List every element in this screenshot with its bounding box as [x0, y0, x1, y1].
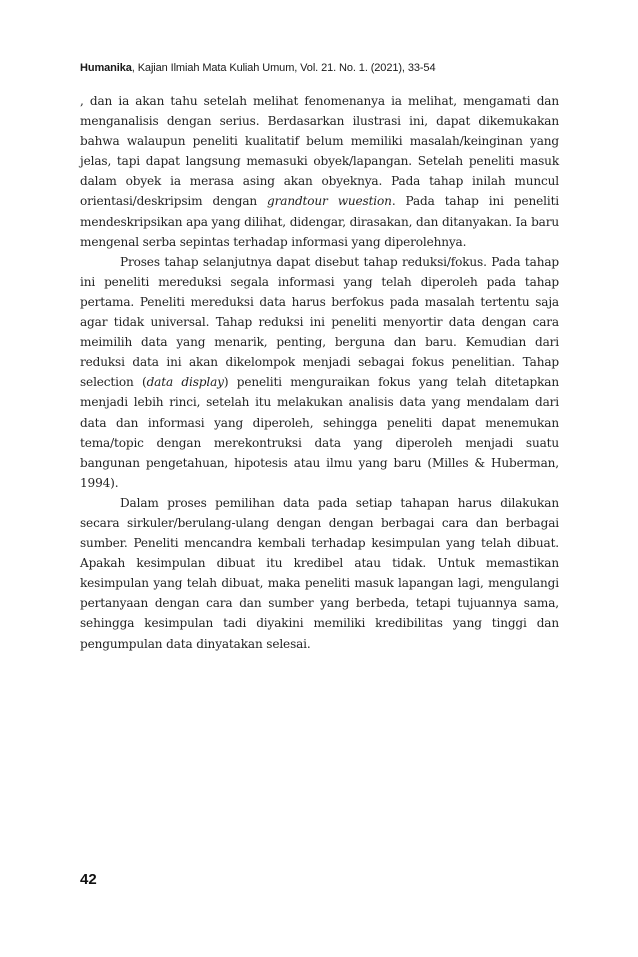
paragraph-2	[80, 252, 559, 493]
paragraph-3-text: Dalam proses pemilihan data pada setiap tahapan harus dilakukan secara sirkuler/berulang-ulang dengan dengan berbagai cara dan berbagai sumber. Peneliti mencandra kembali terhadap kesimpulan yang telah dibuat. Apakah kesimpulan dibuat itu kredibel atau tidak. Untuk memastikan kesimpulan yang telah dibuat, maka peneliti masuk lapangan lagi, mengulangi pertanyaan dengan cara dan sumber yang berbeda, tetapi tujuannya sama, sehingga kesimpulan tadi diyakini memiliki kredibilitas yang tinggi dan pengumpulan data dinyatakan selesai.	[80, 495, 559, 651]
paragraph-1-text-b: . Pada tahap ini peneliti mendeskripsikan apa yang dilihat, didengar, dirasakan, dan ditanyakan. Ia baru mengenal serba sepintas terhadap informasi yang diperolehnya.	[80, 194, 560, 249]
paragraph-1-text-a: , dan ia akan tahu setelah melihat fenomenanya ia melihat, mengamati dan menganalisis dengan serius. Berdasarkan ilustrasi ini, dapat dikemukakan bahwa walaupun peneliti kualitatif belum memiliki masalah/keinginan yang jelas, tapi dapat langsung memasuki obyek/lapangan. Setelah peneliti masuk dalam obyek ia merasa asing akan obyeknya. Pada tahap inilah muncul orientasi/deskripsim dengan	[80, 94, 559, 209]
paragraph-1	[80, 91, 559, 252]
paragraph-2-italic-term: data display	[146, 375, 224, 390]
journal-name: Humanika	[80, 62, 132, 74]
article-body	[80, 91, 559, 654]
paragraph-2-text-b: ) peneliti menguraikan fokus yang telah ditetapkan menjadi lebih rinci, setelah itu melakukan analisis data yang mendalam dari data dan informasi yang diperoleh, sehingga peneliti dapat menemukan tema/topic dengan merekontruksi data yang diperoleh menjadi suatu bangunan pengetahuan, hipotesis atau ilmu yang baru (Milles & Huberman, 1994).	[80, 375, 559, 490]
paragraph-3	[80, 493, 559, 654]
running-header	[80, 62, 580, 74]
paragraph-1-italic-term: grandtour wuestion	[267, 194, 392, 209]
journal-details: , Kajian Ilmiah Mata Kuliah Umum, Vol. 21. No. 1. (2021), 33-54	[131, 62, 436, 74]
page-number: 42	[80, 871, 97, 888]
paragraph-2-text-a: Proses tahap selanjutnya dapat disebut tahap reduksi/fokus. Pada tahap ini peneliti mereduksi segala informasi yang telah diperoleh pada tahap pertama. Peneliti mereduksi data harus berfokus pada masalah tertentu saja agar tidak universal. Tahap reduksi ini peneliti menyortir data dengan cara meimilih data yang menarik, penting, berguna dan baru. Kemudian dari reduksi data ini akan dikelompok menjadi sebagai fokus penelitian. Tahap selection (	[80, 254, 559, 390]
